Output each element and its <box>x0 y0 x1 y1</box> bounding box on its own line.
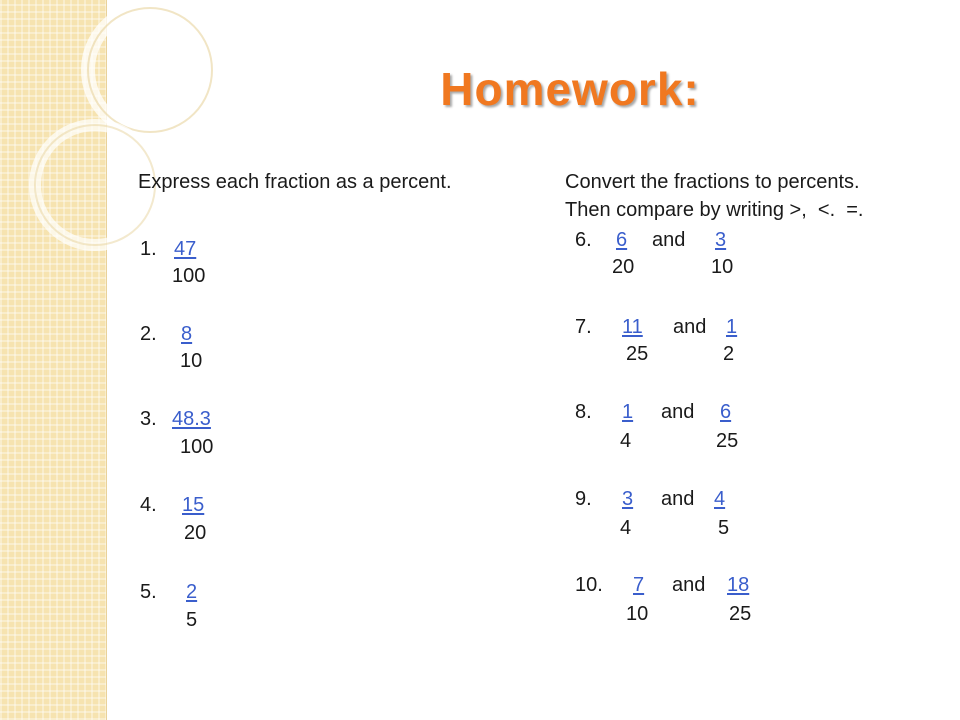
item-6-a-denominator: 20 <box>612 256 635 278</box>
item-7-and: and <box>673 316 707 338</box>
item-5-denominator: 5 <box>186 609 198 631</box>
item-10-a-numerator: 7 <box>633 574 645 596</box>
item-6-and: and <box>652 229 686 251</box>
item-3-denominator: 100 <box>180 436 214 458</box>
item-9-b-numerator: 4 <box>714 488 726 510</box>
item-3-numerator: 48.3 <box>172 408 211 430</box>
item-3-label: 3. <box>140 408 157 430</box>
item-7-label: 7. <box>575 316 592 338</box>
item-7-a-denominator: 25 <box>626 343 649 365</box>
item-4-label: 4. <box>140 494 157 516</box>
item-6-b-numerator: 3 <box>715 229 727 251</box>
right-instruction-line1: Convert the fractions to percents. <box>565 171 860 193</box>
item-9-label: 9. <box>575 488 592 510</box>
item-9-and: and <box>661 488 695 510</box>
item-2-numerator: 8 <box>181 323 193 345</box>
item-7-a-numerator: 11 <box>622 316 643 338</box>
item-7-b-numerator: 1 <box>726 316 738 338</box>
item-8-a-denominator: 4 <box>620 430 632 452</box>
item-1-numerator: 47 <box>174 238 197 260</box>
item-8-label: 8. <box>575 401 592 423</box>
item-8-b-numerator: 6 <box>720 401 732 423</box>
item-9-a-numerator: 3 <box>622 488 634 510</box>
page-title: Homework: <box>440 63 700 115</box>
right-instruction-line2: Then compare by writing >, <. =. <box>565 199 864 221</box>
item-6-label: 6. <box>575 229 592 251</box>
item-10-b-denominator: 25 <box>729 603 752 625</box>
item-5-numerator: 2 <box>186 581 198 603</box>
item-10-a-denominator: 10 <box>626 603 649 625</box>
item-2-denominator: 10 <box>180 350 203 372</box>
item-4-numerator: 15 <box>182 494 205 516</box>
item-10-and: and <box>672 574 706 596</box>
item-10-label: 10. <box>575 574 603 596</box>
item-9-a-denominator: 4 <box>620 517 632 539</box>
item-8-b-denominator: 25 <box>716 430 739 452</box>
item-4-denominator: 20 <box>184 522 207 544</box>
left-instruction: Express each fraction as a percent. <box>138 171 452 193</box>
item-9-b-denominator: 5 <box>718 517 730 539</box>
item-7-b-denominator: 2 <box>723 343 735 365</box>
item-8-a-numerator: 1 <box>622 401 634 423</box>
item-6-a-numerator: 6 <box>616 229 628 251</box>
item-5-label: 5. <box>140 581 157 603</box>
item-1-denominator: 100 <box>172 265 206 287</box>
item-10-b-numerator: 18 <box>727 574 750 596</box>
item-6-b-denominator: 10 <box>711 256 734 278</box>
item-8-and: and <box>661 401 695 423</box>
item-1-label: 1. <box>140 238 157 260</box>
item-2-label: 2. <box>140 323 157 345</box>
